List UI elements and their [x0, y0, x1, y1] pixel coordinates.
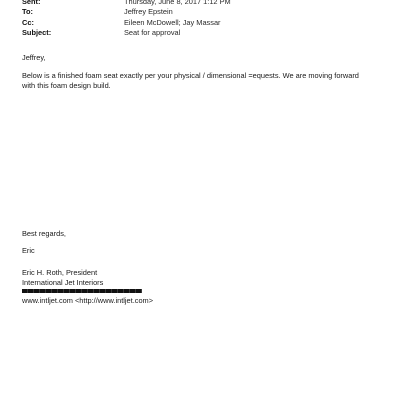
subject-value: Seat for approval	[124, 28, 181, 38]
subject-label: Subject:	[22, 28, 52, 38]
email-signer: Eric	[22, 246, 35, 255]
sent-value: Thursday, June 8, 2017 1:12 PM	[124, 0, 231, 6]
signature-name: Eric H. Roth, President	[22, 268, 98, 277]
email-header	[22, 0, 382, 39]
email-body: Below is a finished foam seat exactly per your physical / dimensional =equests. We are moving forward with this foam design build.	[22, 71, 359, 91]
header-row-sent	[22, 0, 382, 7]
email-closing: Best regards,	[22, 229, 66, 238]
signature-company: International Jet Interiors	[22, 277, 104, 287]
cc-value: Eileen McDowell; Jay Massar	[124, 17, 221, 27]
header-row-cc	[22, 18, 382, 28]
sent-label: Sent:	[22, 0, 41, 6]
header-row-to	[22, 7, 382, 17]
signature-website-link[interactable]: www.intljet.com <http://www.intljet.com>	[22, 295, 154, 305]
to-value: Jeffrey Epstein	[124, 7, 173, 17]
to-label: To:	[22, 7, 33, 17]
signature-block	[22, 268, 153, 305]
email-greeting: Jeffrey,	[22, 53, 46, 62]
cc-label: Cc:	[22, 17, 34, 27]
header-row-subject	[22, 28, 382, 38]
redaction-bar	[22, 289, 142, 293]
